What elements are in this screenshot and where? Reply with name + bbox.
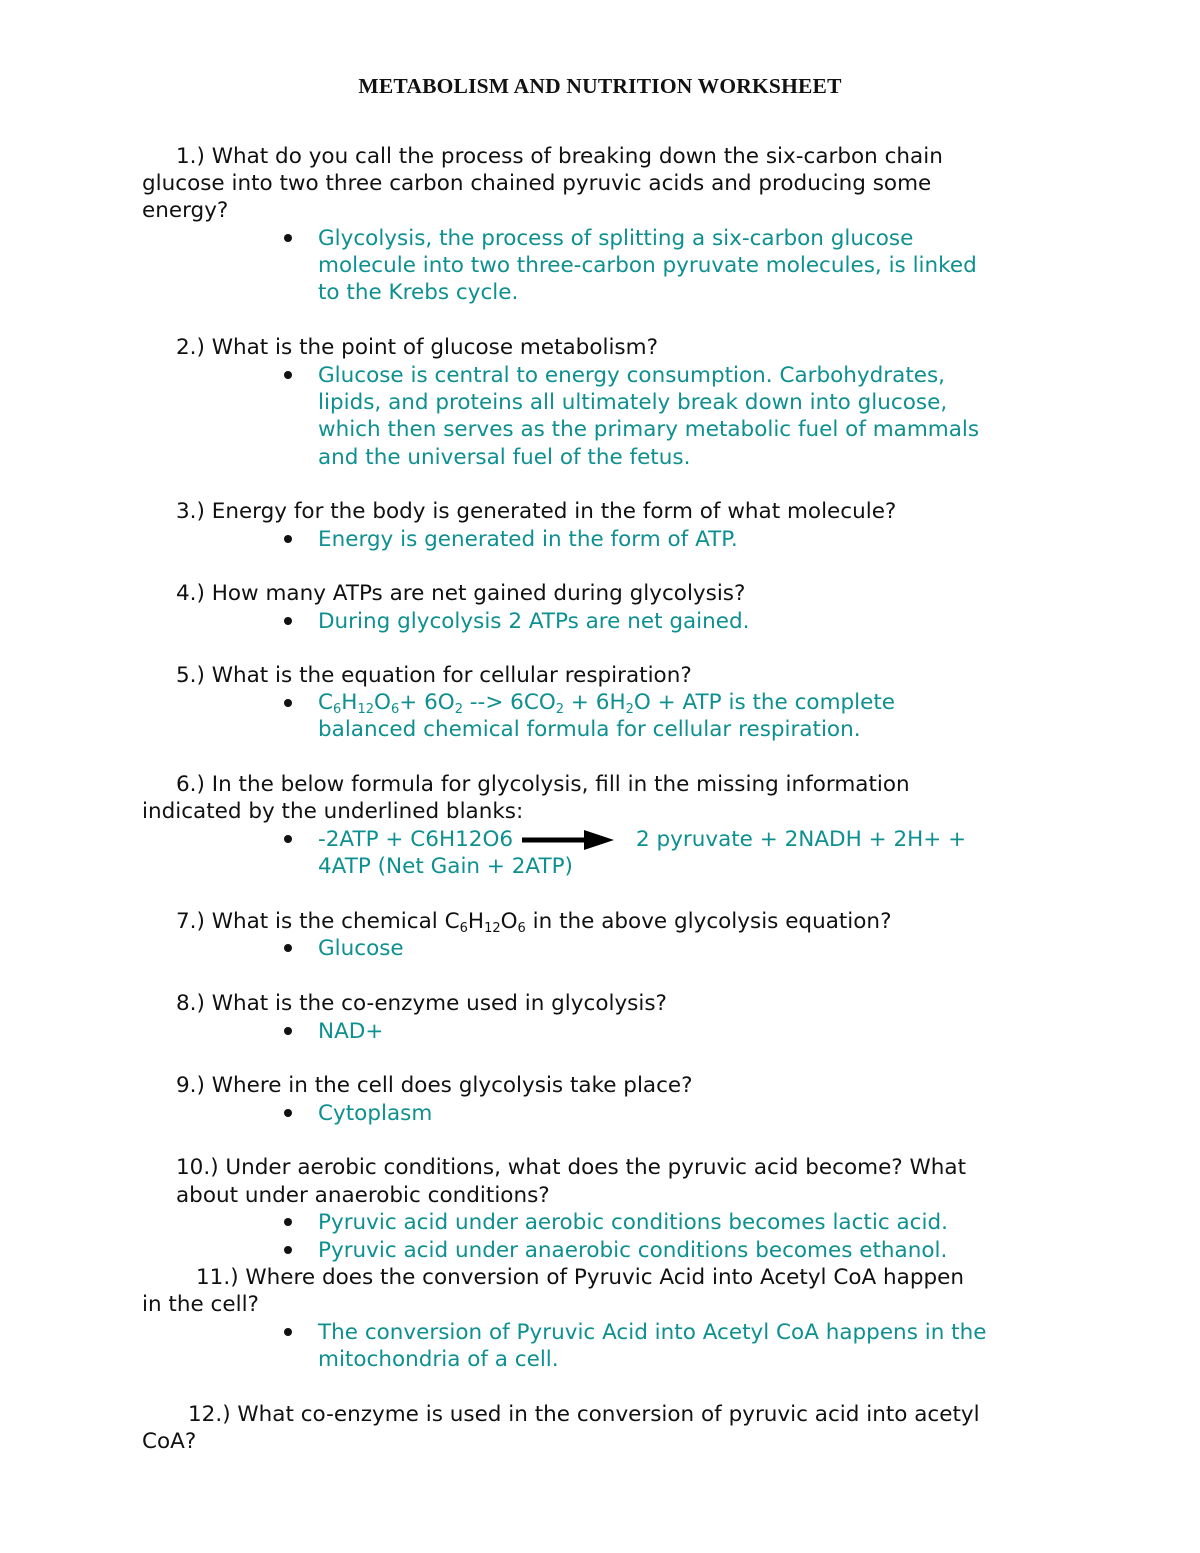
question-6-line-2: indicated by the underlined blanks: xyxy=(142,799,524,824)
answer-6-line-2: 4ATP (Net Gain + 2ATP) xyxy=(318,854,573,879)
answer-4-line-1: During glycolysis 2 ATPs are net gained. xyxy=(318,609,750,634)
question-1-line-1: 1.) What do you call the process of breaking down the six-carbon chain xyxy=(176,144,943,169)
bullet-icon xyxy=(284,371,292,379)
answer-3-line-1: Energy is generated in the form of ATP. xyxy=(318,527,738,552)
question-9-line-1: 9.) Where in the cell does glycolysis take place? xyxy=(176,1073,693,1098)
answer-2-line-2: lipids, and proteins all ultimately break down into glucose, xyxy=(318,390,948,415)
answer-2-line-1: Glucose is central to energy consumption. Carbohydrates, xyxy=(318,363,946,388)
bullet-icon xyxy=(284,1246,292,1254)
question-7-line-1: 7.) What is the chemical $C_6H_{12}O_6$ in the above glycolysis equation? xyxy=(176,909,892,936)
answer-1-line-2: molecule into two three-carbon pyruvate molecules, is linked xyxy=(318,253,977,278)
question-5-line-1: 5.) What is the equation for cellular respiration? xyxy=(176,663,692,688)
right-arrow-icon xyxy=(522,829,614,851)
answer-2-line-4: and the universal fuel of the fetus. xyxy=(318,445,691,470)
question-8-line-1: 8.) What is the co-enzyme used in glycolysis? xyxy=(176,991,667,1016)
answer-6-formula-left: -2ATP + C6H12O6 xyxy=(318,827,514,852)
answer-5-line-2: balanced chemical formula for cellular respiration. xyxy=(318,717,861,742)
bullet-icon xyxy=(284,617,292,625)
bullet-icon xyxy=(284,699,292,707)
question-11-line-2: in the cell? xyxy=(142,1292,259,1317)
answer-11-line-2: mitochondria of a cell. xyxy=(318,1347,559,1372)
worksheet-title: METABOLISM AND NUTRITION WORKSHEET xyxy=(358,74,842,98)
question-3-line-1: 3.) Energy for the body is generated in the form of what molecule? xyxy=(176,499,897,524)
bullet-icon xyxy=(284,944,292,952)
bullet-icon xyxy=(284,835,292,843)
question-6-line-1: 6.) In the below formula for glycolysis, fill in the missing information xyxy=(176,772,910,797)
question-10-line-1: 10.) Under aerobic conditions, what does the pyruvic acid become? What xyxy=(176,1155,967,1180)
bullet-icon xyxy=(284,234,292,242)
answer-8-line-1: NAD+ xyxy=(318,1019,384,1044)
question-1-line-3: energy? xyxy=(142,198,229,223)
answer-1-line-3: to the Krebs cycle. xyxy=(318,280,519,305)
answer-2-line-3: which then serves as the primary metabolic fuel of mammals xyxy=(318,417,980,442)
question-12-line-2: CoA? xyxy=(142,1429,197,1454)
question-12-line-1: 12.) What co-enzyme is used in the conversion of pyruvic acid into acetyl xyxy=(188,1402,980,1427)
question-10-line-2: about under anaerobic conditions? xyxy=(176,1183,550,1208)
answer-10-line-2: Pyruvic acid under anaerobic conditions becomes ethanol. xyxy=(318,1238,948,1263)
answer-9-line-1: Cytoplasm xyxy=(318,1101,433,1126)
bullet-icon xyxy=(284,535,292,543)
bullet-icon xyxy=(284,1109,292,1117)
question-2-line-1: 2.) What is the point of glucose metabolism? xyxy=(176,335,658,360)
answer-11-line-1: The conversion of Pyruvic Acid into Acetyl CoA happens in the xyxy=(318,1320,987,1345)
bullet-icon xyxy=(284,1328,292,1336)
question-4-line-1: 4.) How many ATPs are net gained during glycolysis? xyxy=(176,581,746,606)
question-1-line-2: glucose into two three carbon chained pyruvic acids and producing some xyxy=(142,171,932,196)
question-11-line-1: 11.) Where does the conversion of Pyruvic Acid into Acetyl CoA happen xyxy=(196,1265,965,1290)
answer-7-line-1: Glucose xyxy=(318,936,404,961)
answer-5-line-1: $C_6H_{12}O_6+ 6O_2$ --> $6CO_2 + 6H_2O$ + ATP is the complete xyxy=(318,690,896,717)
answer-1-line-1: Glycolysis, the process of splitting a six-carbon glucose xyxy=(318,226,914,251)
answer-6-formula-right: 2 pyruvate + 2NADH + 2H+ + xyxy=(636,827,967,852)
answer-10-line-1: Pyruvic acid under aerobic conditions becomes lactic acid. xyxy=(318,1210,948,1235)
bullet-icon xyxy=(284,1027,292,1035)
bullet-icon xyxy=(284,1218,292,1226)
